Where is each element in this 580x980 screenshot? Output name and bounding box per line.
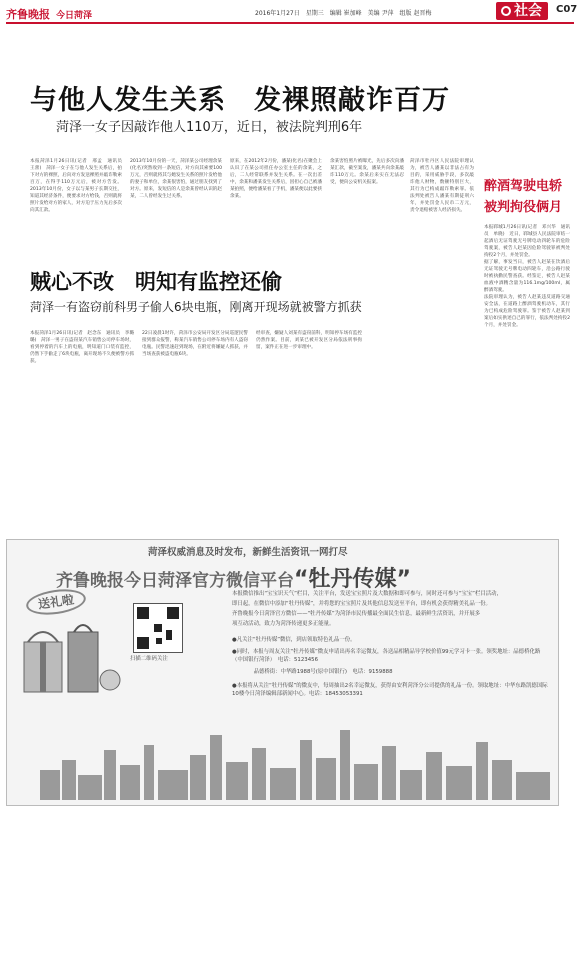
side-headline-line: 醉酒驾驶电轿 [484, 179, 563, 194]
ad-title [56, 562, 411, 593]
section-icon [501, 6, 511, 16]
ad-line: ●本报将从关注“牡丹传媒”的微友中，每周抽出2名幸运微友，获得由安利菏泽分公司提供的礼品一份。领取地址：中华东路凯德国际10楼今日菏泽编辑部新闻中心。电话：18453053391 [232, 683, 548, 697]
shopping-bag-icon [68, 632, 98, 692]
side-paragraph: 法院审理认为，被告人赵某违反道路交通安全法，在道路上醉酒驾驶机动车，其行为已构成危险驾驶罪。鉴于被告人赵某到案后如实供述自己的罪行，依法判处拘役2个月，并处罚金。 [484, 295, 570, 328]
second-paragraph: 经审查，嫌疑人刘某有盗窃前科，明知停车场有监控仍然作案。目前，刘某已被开发区分局依法刑事拘留，案件正在进一步审理中。 [256, 331, 362, 350]
gift-illustration [18, 612, 122, 698]
qr-caption: 扫描二维码关注 [130, 656, 168, 662]
edition-name: 今日菏泽 [56, 11, 93, 21]
ad-line: 品德桥街：中华路1988号(原中国银行) 电话：9159888 [232, 669, 393, 675]
main-col-5 [410, 158, 474, 258]
qr-code-icon [133, 603, 183, 653]
ad-line: 本报微信推出“宝宝识天气”栏目，关注平台，发送宝宝照片及大数据和即可参与，同时还可参与“宝宝”栏目活动， [232, 591, 502, 597]
main-paragraph: 菏泽市牡丹区人民法院审理认为，被告人潘某以非法占有为目的，采用威胁手段，多次敲诈他人财物，数额特别巨大，其行为已构成敲诈勒索罪。依法判处被告人潘某有期徒刑六年，并处罚金人民币二万元，责令退赔被害人经济损失。 [410, 159, 474, 213]
second-col-2 [142, 330, 248, 530]
issue-meta: 2016年1月27日 星期三 编辑 崔加峰 美编 尹萍 组版 赵晋梅 [255, 10, 432, 17]
ad-line: 项互动活动，致力为菏泽传递更多正能量。 [232, 621, 335, 627]
ad-title-main: 齐鲁晚报今日菏泽官方微信平台 [56, 571, 294, 591]
main-paragraph: 原来，在2012年2月份，潘某(化名)在聚会上认识了在某公司担任办公室主任的余某，之后，二人经常联系并发生关系。在一次出差中，余某和潘某发生关系后，因担心自己被潘某拍照，便给潘某看了手机，潘某便以此要挟余某。 [230, 159, 322, 199]
main-col-4 [330, 158, 404, 258]
main-paragraph: 2013年10月份的一天，菏泽某公司经理余某(化名)突然收到一条短信，对方向其索要100万元，否则就将其与她发生关系的照片发给他的妻子和单位，余某很害怕，通过朋友找到了对方。原来，发短信的人是余某曾经认识的赵某，二人曾经发生过关系。 [130, 159, 222, 199]
ad-line: 齐鲁晚报今日菏泽官方微信——“牡丹传媒”为菏泽市民传播最全面民生信息，最新鲜生活资讯，并开展多 [232, 611, 481, 617]
second-subhead: 菏泽一有盗窃前科男子偷人6块电瓶，刚离开现场就被警方抓获 [30, 300, 362, 314]
masthead [6, 6, 92, 22]
second-paragraph: 本报菏泽1月26日讯(记者 赵念东 通讯员 李璐璐) 菏泽一男子在盗窃某汽车销售公司停车场时，看到停着的汽车上的电瓶，明知道门口装有监控，仍然下手偷走了6块电瓶，离开现场不久便被警方抓获。 [30, 331, 134, 364]
ad-title-brand: “牡丹传媒” [294, 567, 411, 592]
second-paragraph: 22日凌晨1时许，菏泽市公安局开发区分局巡逻民警接到群众报警，称某汽车销售公司停车场内有人盗窃电瓶。民警迅速赶到现场，在附近将嫌疑人抓获，并当场查获被盗电瓶6块。 [142, 331, 248, 357]
main-col-2 [130, 158, 222, 258]
gift-badge: 送礼啦 [25, 586, 88, 618]
side-paragraph: 据了解，事发当日，被告人赵某在饮酒后无证驾驶无号牌电动四轮车，沿公路行驶时被执勤民警查获。经鉴定，被告人赵某血液中酒精含量为116.1mg/100ml，属醉酒驾驶。 [484, 260, 570, 293]
header-rule [6, 22, 574, 24]
main-paragraph: 余某害怕照片被曝光，先后多次向潘某汇款，截至案发，潘某共向余某敲诈110万元。余某后来实在无法忍受，便向公安机关报案。 [330, 159, 404, 185]
main-headline: 与他人发生关系 发裸照敲诈百万 [30, 85, 450, 116]
paper-name: 齐鲁晚报 [6, 8, 50, 21]
main-paragraph: 本报菏泽1月26日讯(记者 邢孟 通讯员 王蕾) 菏泽一女子在与他人发生关系后，拍下对方的裸照，后向对方发送裸照并敲诈勒索百万，在得手110万元后，被对方告发。2013年10月份，女子以与某男子长期交往，知道其经济条件，便要求对方给钱，否则就将照片发给对方的家人，对方迫于压力先后多次向其汇款。 [30, 159, 127, 213]
main-col-1 [30, 158, 127, 258]
side-paragraph: 本报郓城1月26日讯(记者 邓兴华 通讯员 单晓) 近日，郓城县人民法院审结一起酒后无证驾驶无号牌电动四轮车的危险驾驶案，被告人赵某因危险驾驶罪被判处拘役2个月，并处罚金。 [484, 225, 570, 258]
section-name: 社会 [514, 3, 542, 19]
coin-icon [100, 670, 120, 690]
page-number: C07 [556, 4, 578, 15]
ad-line: ●凡关注“牡丹传媒”微信，到店领取特色礼品一份。 [232, 637, 356, 643]
main-col-3 [230, 158, 322, 258]
side-headline-line: 被判拘役俩月 [484, 200, 563, 215]
second-headline: 贼心不改 明知有监控还偷 [30, 270, 282, 294]
city-skyline [40, 720, 550, 800]
side-headline [484, 176, 562, 218]
ad-line: ●同时，本报与周友关注“牡丹传媒”微友申请出再名幸运微友，各送品相精品导学校价值99元学习卡一张。领奖地址：品德桥化路（中国银行菏泽） 电话：5123456 [232, 649, 541, 663]
side-story-body [484, 224, 570, 530]
section-badge [496, 2, 548, 20]
second-col-1 [30, 330, 134, 530]
second-col-3 [256, 330, 362, 530]
ad-top-line: 菏泽权威消息及时发布，新鲜生活资讯一网打尽 [148, 547, 348, 558]
main-subhead: 菏泽一女子因敲诈他人110万，近日，被法院判刑6年 [56, 120, 363, 135]
ad-line: 即日起，在微信中添加“牡丹传媒”，并将您的宝宝照片及其他信息发送至平台，即有机会获得精美礼品一份。 [232, 601, 491, 607]
